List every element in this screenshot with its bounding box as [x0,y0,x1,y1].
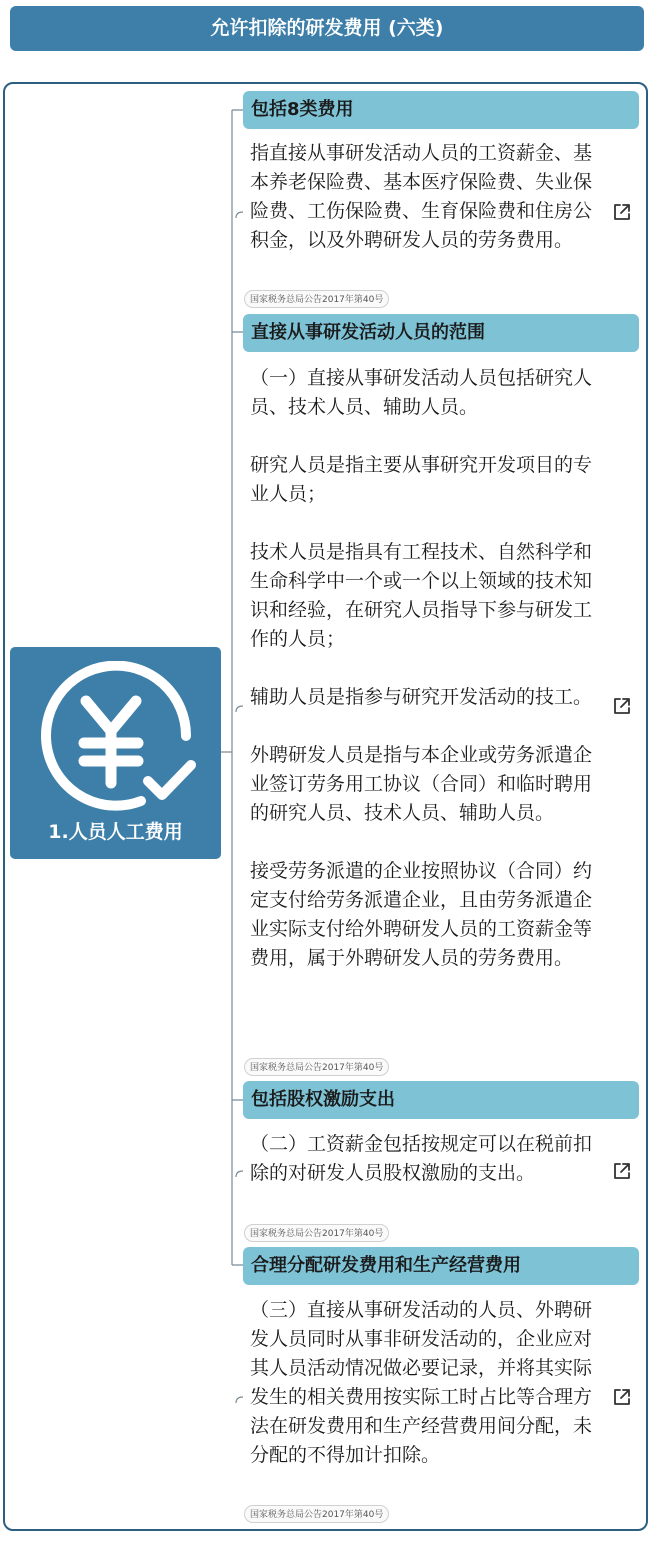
paragraph: 外聘研发人员是指与本企业或劳务派遣企业签订劳务用工协议（合同）和临时聘用的研究人员、技术人员、辅助人员。 [250,744,593,824]
source-tag[interactable]: 国家税务总局公告2017年第40号 [244,1224,389,1242]
paragraph: 接受劳务派遣的企业按照协议（合同）约定支付给劳务派遣企业，且由劳务派遣企业实际支付给外聘研发人员的工资薪金等费用，属于外聘研发人员的劳务费用。 [250,860,593,969]
paragraph: （三）直接从事研发活动的人员、外聘研发人员同时从事非研发活动的，企业应对其人员活动情况做必要记录，并将其实际发生的相关费用按实际工时占比等合理方法在研发费用和生产经营费用间分配，未分配的不得加计扣除。 [250,1299,593,1466]
topic-header[interactable]: 包括8类费用 [243,91,639,129]
topic-body [250,1130,605,1188]
paragraph: 辅助人员是指参与研究开发活动的技工。 [250,686,593,708]
external-link-icon[interactable] [611,1160,633,1182]
paragraph: 研究人员是指主要从事研究开发项目的专业人员； [250,454,593,505]
topic-body [250,364,605,973]
topic-body [250,1296,605,1470]
source-tag[interactable]: 国家税务总局公告2017年第40号 [244,1505,389,1523]
source-tag[interactable]: 国家税务总局公告2017年第40号 [244,290,389,308]
external-link-icon[interactable] [611,695,633,717]
central-topic-label: 1.人员人工费用 [48,821,183,843]
paragraph: （一）直接从事研发活动人员包括研究人员、技术人员、辅助人员。 [250,367,593,418]
topic-body [250,139,605,255]
central-topic[interactable] [10,647,221,859]
external-link-icon[interactable] [611,1386,633,1408]
topic-header[interactable]: 直接从事研发活动人员的范围 [243,314,639,352]
paragraph: （二）工资薪金包括按规定可以在税前扣除的对研发人员股权激励的支出。 [250,1133,593,1184]
paragraph: 技术人员是指具有工程技术、自然科学和生命科学中一个或一个以上领域的技术知识和经验，在研究人员指导下参与研发工作的人员； [250,541,593,650]
page-title: 允许扣除的研发费用 (六类) [10,6,644,51]
topic-header[interactable]: 包括股权激励支出 [243,1081,639,1119]
yen-check-icon [36,661,196,811]
topic-header[interactable]: 合理分配研发费用和生产经营费用 [243,1247,639,1285]
paragraph: 指直接从事研发活动人员的工资薪金、基本养老保险费、基本医疗保险费、失业保险费、工伤保险费、生育保险费和住房公积金，以及外聘研发人员的劳务费用。 [250,142,593,251]
source-tag[interactable]: 国家税务总局公告2017年第40号 [244,1058,389,1076]
external-link-icon[interactable] [611,201,633,223]
